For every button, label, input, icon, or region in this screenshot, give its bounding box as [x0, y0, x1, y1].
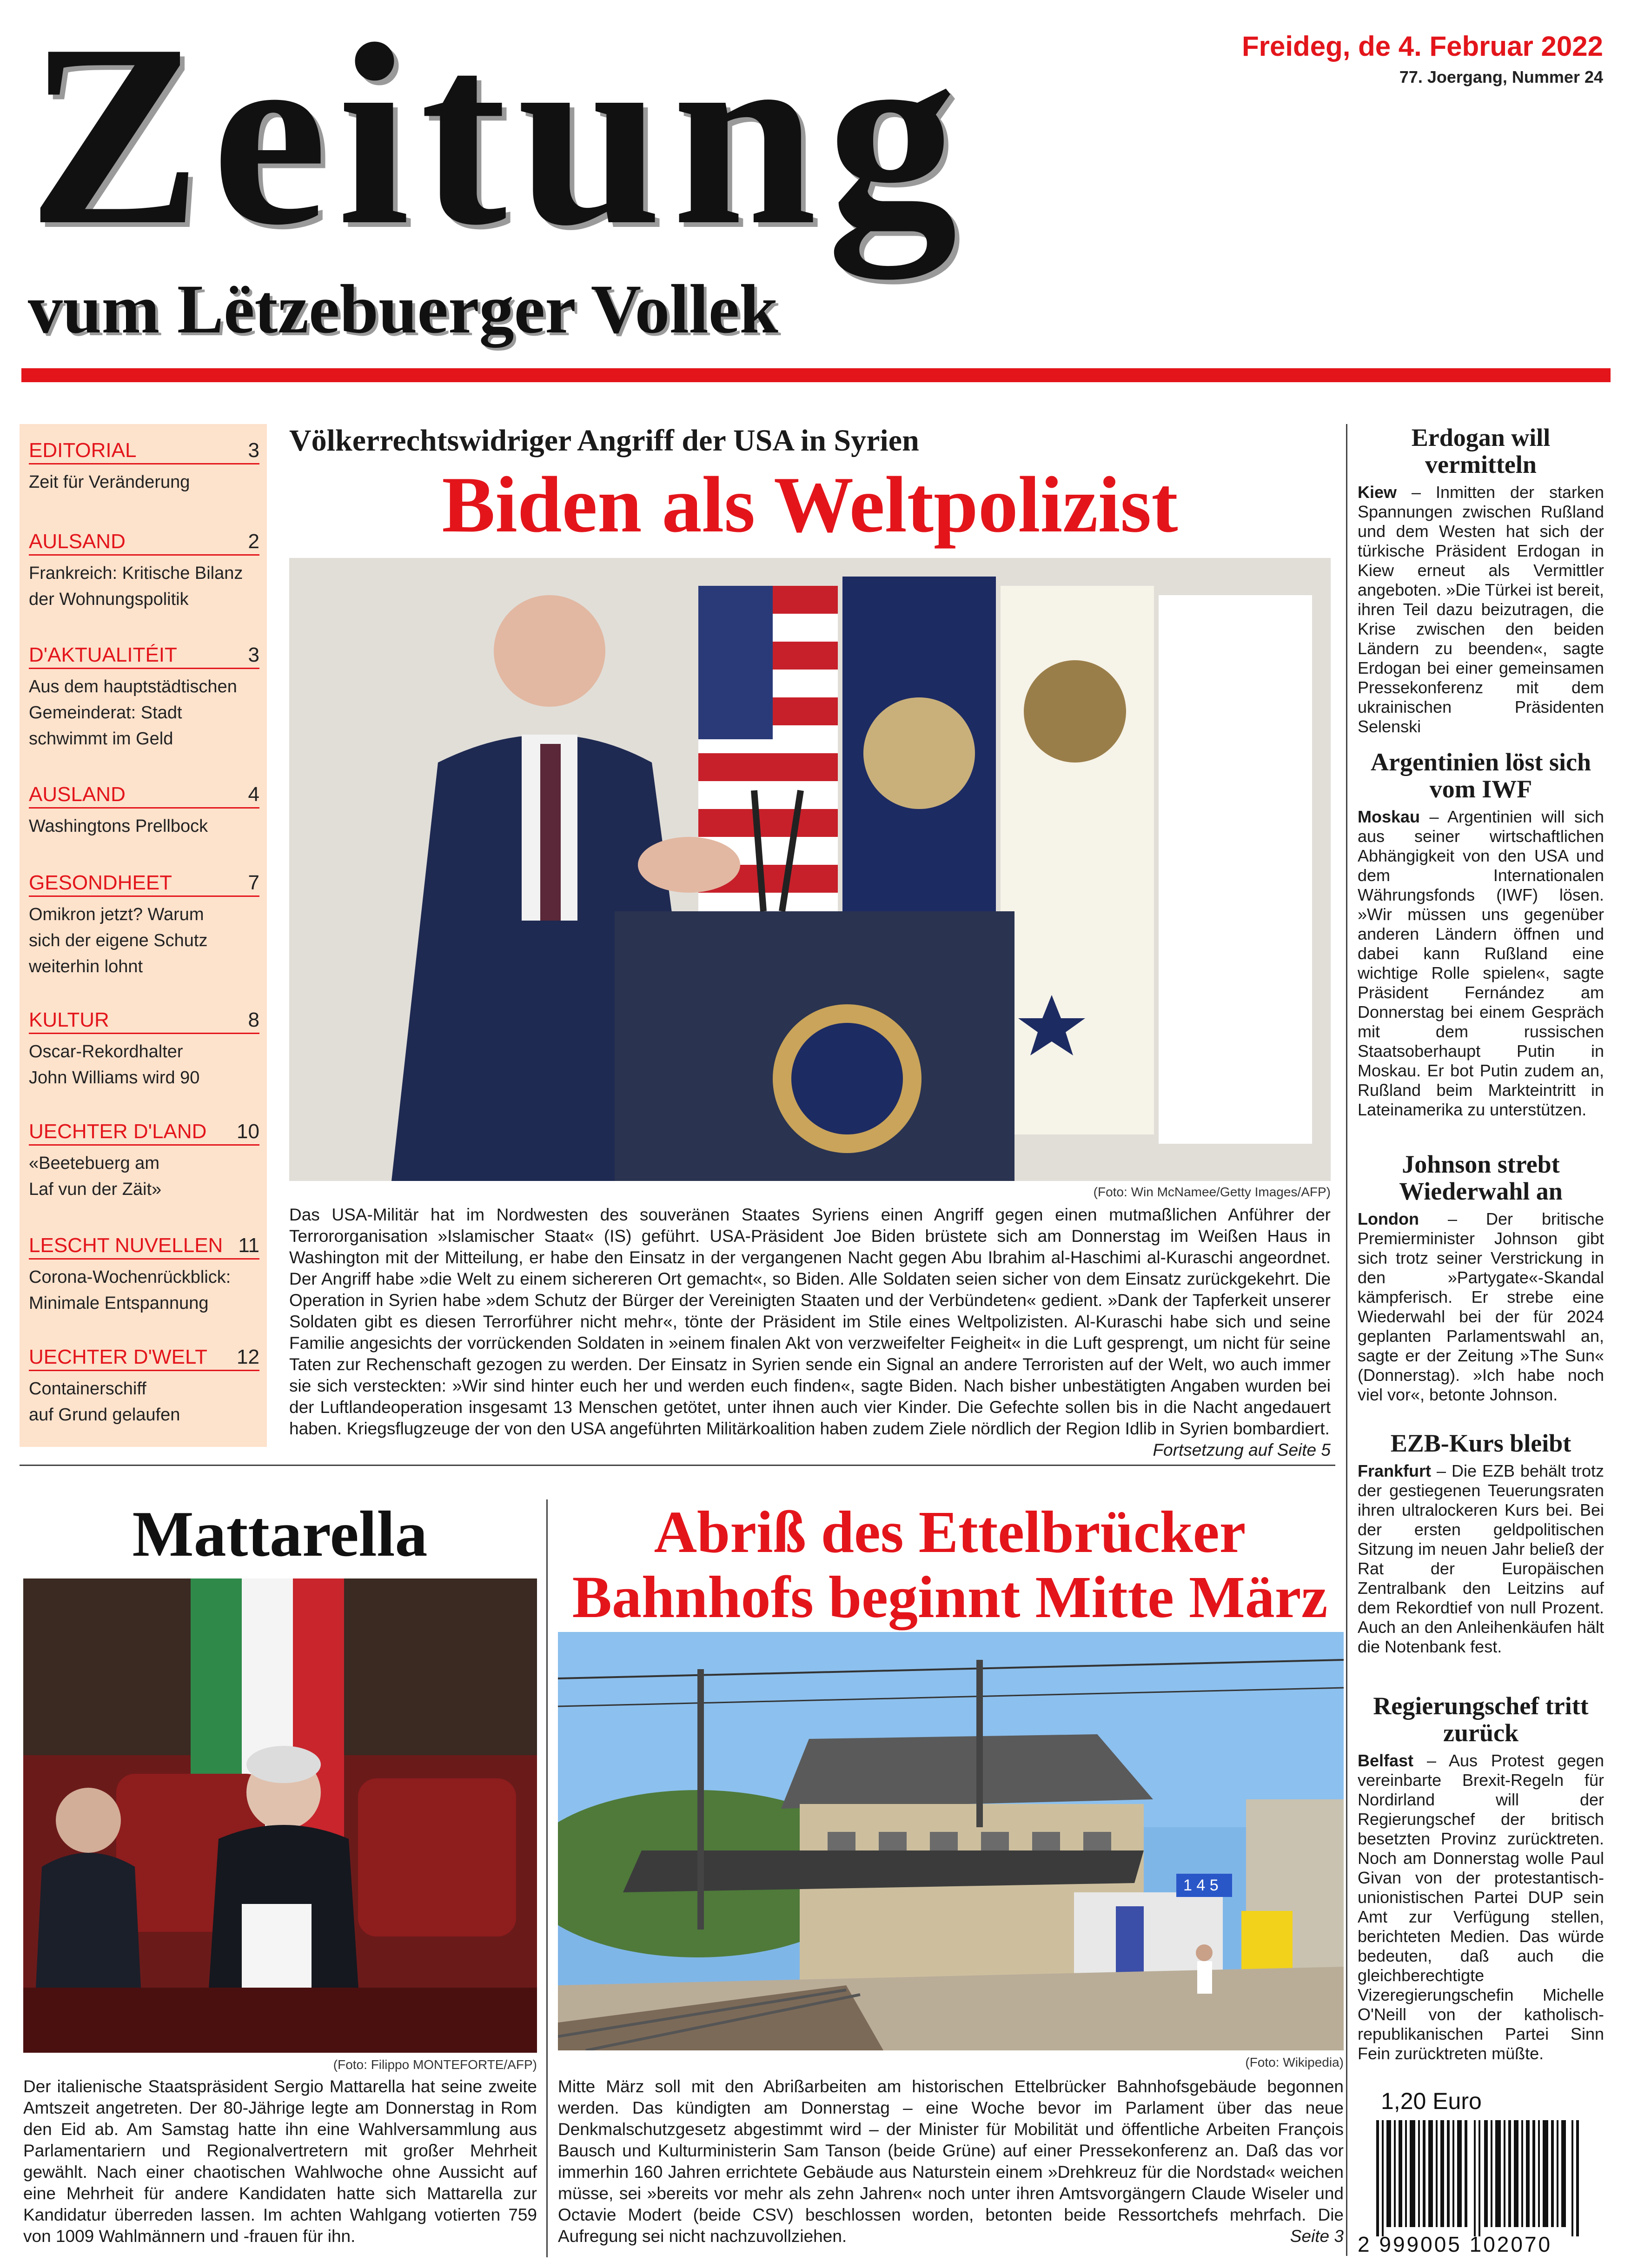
- mattarella-headline[interactable]: Mattarella: [132, 1498, 428, 1570]
- brief-text: – Inmitten der starken Spannungen zwischen Rußland und dem Westen hat sich der türkische Präsident Erdogan in Kiew erneut als Vermittler angeboten. »Die Türkei ist bereit, ihren Teil dazu beizutragen, die Krise zwischen den beiden Ländern zu beenden«, sagte Erdogan bei einer gemeinsamen Pressekonferenz mit dem ukrainischen Präsidenten Selenski: [1358, 483, 1604, 736]
- toc-line: Gemeinderat: Stadt: [29, 703, 182, 723]
- lead-photo: [289, 558, 1331, 1181]
- toc-line: Frankreich: Kritische Bilanz: [29, 564, 243, 583]
- toc-line: auf Grund gelaufen: [29, 1405, 180, 1425]
- mattarella-body: Der italienische Staatspräsident Sergio Mattarella hat seine zweite Amtszeit angetreten. Der 80-Jährige legte am Donnerstag in Rom den Eid ab. Am Samstag hatte ihn eine Wahlversammlung aus Parlamentariern und Regionalvertretern mit großer Mehrheit gewählt. Nach einer chaotischen Wahlwoche ohne Aussicht auf eine Mehrheit für andere Kandidaten hatte sich Mattarella zur Kandidatur überreden lassen. Im achten Wahlgang votierten 759 von 1009 Wahlmännern und -frauen für ihn.: [23, 2077, 537, 2246]
- toc-page: 2: [248, 530, 259, 553]
- section-divider: [20, 1465, 1335, 1466]
- brief-title[interactable]: Johnson strebt Wiederwahl an: [1399, 1150, 1563, 1205]
- ettelbruck-photo-caption: (Foto: Wikipedia): [1245, 2055, 1344, 2069]
- toc-line: Minimale Entspannung: [29, 1293, 209, 1313]
- brief-title[interactable]: Argentinien löst sich vom IWF: [1370, 748, 1591, 803]
- toc-line: sich der eigene Schutz: [29, 931, 208, 950]
- toc-line: John Williams wird 90: [29, 1068, 200, 1088]
- ettelbruck-continued[interactable]: Seite 3: [1290, 2227, 1344, 2246]
- brief-johnson: [1358, 1151, 1604, 1405]
- platform-sign: 1 4 5: [1183, 1877, 1219, 1894]
- toc-page: 11: [238, 1234, 259, 1257]
- mattarella-photo-caption: (Foto: Filippo MONTEFORTE/AFP): [333, 2057, 537, 2072]
- lead-body: [289, 1204, 1331, 1461]
- ettelbruck-headline[interactable]: Abriß des Ettelbrücker Bahnhofs beginnt Mitte März: [572, 1499, 1328, 1630]
- toc-item-editorial[interactable]: [29, 438, 259, 495]
- toc-page: 12: [237, 1346, 259, 1368]
- toc-item-uechter-dland[interactable]: [29, 1119, 259, 1202]
- toc-line: Aus dem hauptstädtischen: [29, 677, 237, 696]
- masthead-rule: [21, 368, 1611, 382]
- toc-line: Corona-Wochenrückblick:: [29, 1267, 231, 1287]
- column-divider: [1346, 424, 1347, 2256]
- barcode-digits: 2 999005 102070: [1358, 2232, 1552, 2256]
- issue-date: Freideg, de 4. Februar 2022: [1242, 31, 1603, 62]
- brief-belfast: [1358, 1692, 1604, 2063]
- toc-section: UECHTER D'LAND: [29, 1120, 207, 1143]
- price: 1,20 Euro: [1381, 2088, 1482, 2114]
- toc-item-lescht-nuvellen[interactable]: [29, 1233, 259, 1316]
- ettelbruck-station-photo: [558, 1632, 1344, 2050]
- brief-place: Belfast: [1358, 1751, 1414, 1770]
- toc-line: schwimmt im Geld: [29, 729, 173, 749]
- toc-page: 3: [248, 439, 259, 462]
- biden-press-photo: [289, 558, 1331, 1181]
- brief-erdogan: [1358, 424, 1604, 736]
- column-divider: [546, 1499, 548, 2257]
- brief-text: – Der britische Premierminister Johnson gibt sich trotz seiner Verstrickung in den »Partygate«-Skandal kämpferisch. Er strebe eine Wiederwahl bei der für 2024 geplanten Parlamentswahl an, sagte er der Zeitung »The Sun« (Donnerstag). »Ich habe noch viel vor«, betonte Johnson.: [1358, 1209, 1604, 1404]
- toc-item-aulsand[interactable]: [29, 529, 259, 612]
- lead-headline[interactable]: Biden als Weltpolizist: [442, 461, 1178, 549]
- lead-body-text: Das USA-Militär hat im Nordwesten des souveränen Staates Syriens einen Angriff gegen einen mutmaßlichen Anführer der Terrororganisation »Islamischer Staat« (IS) geführt. USA-Präsident Joe Biden brüstete sich am Donnerstag im Weißen Haus in Washington mit der Mitteilung, er habe den Einsatz in der vergangenen Nacht gegen Abu Ibrahim al-Haschimi al-Kuraschi angeordnet. Der Angriff habe »die Welt zu einem sichereren Ort gemacht«, so Biden. Alle Soldaten seien sicher von dem Einsatz zurückgekehrt. Die Operation in Syrien habe »dem Schutz der Bürger der Vereinigten Staaten und der Verbündeten« gedient. »Dank der Tapferkeit unserer Soldaten gibt es diesen Terrorführer nicht mehr«, tönte der Präsident im Stile eines Weltpolizisten. Al-Kuraschi habe sich und seine Familie angesichts der vorrückenden Soldaten in »einem finalen Akt von verzweifelter Feigheit« in die Luft gesprengt, um nicht für seine Taten zur Rechenschaft gezogen zu werden. Der Einsatz in Syrien sende ein Signal an andere Terroristen auf der Welt, wo auch immer sie sich versteckten: »Wir sind hinter euch her und werden euch finden«, sagte Biden. Nach bisher unbestätigten Angaben wurden bei der Luftlandeoperation insgesamt 13 Menschen getötet, unter ihnen auch vier Kinder. Die Gefechte sollen bis in die Nacht angedauert haben. Kriegsflugzeuge der von den USA angeführten Militärkoalition haben zudem Ziele nördlich der Region Idlib in Syrien bombardiert.: [289, 1205, 1331, 1438]
- ettelbruck-photo: [558, 1632, 1344, 2050]
- table-of-contents: [20, 424, 267, 1447]
- toc-line: Oscar-Rekordhalter: [29, 1042, 183, 1061]
- toc-page: 4: [248, 783, 259, 806]
- toc-page: 10: [237, 1120, 259, 1143]
- brief-ezb: [1358, 1430, 1604, 1657]
- toc-line: «Beetebuerg am: [29, 1154, 159, 1173]
- brief-place: London: [1358, 1209, 1419, 1228]
- toc-section: LESCHT NUVELLEN: [29, 1234, 223, 1257]
- brief-title[interactable]: EZB-Kurs bleibt: [1390, 1429, 1571, 1457]
- toc-section: UECHTER D'WELT: [29, 1346, 208, 1368]
- toc-item-uechter-dwelt[interactable]: [29, 1345, 259, 1428]
- mattarella-photo: [23, 1578, 537, 2053]
- brief-place: Moskau: [1358, 807, 1420, 826]
- toc-line: Zeit für Veränderung: [29, 472, 190, 492]
- brief-text: – Die EZB behält trotz der gestiegenen Teuerungsraten ihren ultralockeren Kurs bei. Bei der ersten geldpolitischen Sitzung im neuen Jahr beließ der Rat der Europäischen Zentralbank den Leitzins auf dem Rekordtief von null Prozent. Auch an den Anleihenkäufen hält die Notenbank fest.: [1358, 1461, 1604, 1656]
- ettelbruck-body: [558, 2076, 1344, 2247]
- toc-section: GESONDHEET: [29, 871, 172, 894]
- toc-item-ausland[interactable]: [29, 782, 259, 839]
- toc-line: der Wohnungspolitik: [29, 590, 189, 609]
- brief-place: Frankfurt: [1358, 1461, 1432, 1480]
- toc-page: 3: [248, 643, 259, 666]
- brief-title[interactable]: Erdogan will vermitteln: [1411, 424, 1551, 478]
- toc-line: Laf vun der Zäit»: [29, 1180, 162, 1199]
- brief-argentinien: [1358, 749, 1604, 1120]
- ettelbruck-body-text: Mitte März soll mit den Abrißarbeiten am historischen Ettelbrücker Bahnhofsgebäude begonnen werden. Das kündigten am Donnerstag – eine Woche bevor im Parlament über das neue Denkmalschutzgesetz abgestimmt wird – der Minister für Mobilität und öffentliche Arbeiten François Bausch und Kulturministerin Sam Tanson (beide Grüne) auf einer Pressekonferenz an. Daß das vor immerhin 160 Jahren errichtete Gebäude aus Naturstein einem »Drehkreuz für die Nordstad« weichen müsse, sei »bereits vor mehr als zehn Jahren« noch unter ihren Amtsvorgängern Claude Wiseler und Octavie Modert (beide CSV) beschlossen worden, betonten beide Ressortchefs mehrfach. Die Aufregung sei nicht nachzuvollziehen.: [558, 2077, 1344, 2246]
- toc-line: weiterhin lohnt: [29, 957, 143, 976]
- toc-line: Omikron jetzt? Warum: [29, 905, 204, 924]
- toc-section: AULSAND: [29, 530, 126, 553]
- toc-item-aktualiteit[interactable]: [29, 643, 259, 752]
- mattarella-swearing-in-photo: [23, 1578, 537, 2053]
- brief-place: Kiew: [1358, 483, 1397, 502]
- toc-section: KULTUR: [29, 1008, 109, 1031]
- toc-line: Containerschiff: [29, 1379, 146, 1399]
- masthead-subtitle: vum Lëtzebuerger Vollek: [28, 271, 778, 348]
- brief-text: – Aus Protest gegen vereinbarte Brexit-Regeln für Nordirland will der Regierungschef der britisch besetzten Provinz zurücktreten. Noch am Donnerstag wolle Paul Givan von der protestantisch-unionistischen Partei DUP sein Amt zur Verfügung stellen, berichteten Medien. Das würde bedeuten, daß auch die gleichberechtigte Vizeregierungschefin Michelle O'Neill von der katholisch-republikanischen Partei Sinn Fein zurücktreten müßte.: [1358, 1751, 1604, 2063]
- brief-title[interactable]: Regierungschef tritt zurück: [1373, 1692, 1589, 1747]
- toc-section: AUSLAND: [29, 783, 126, 806]
- brief-text: – Argentinien will sich aus seiner wirtschaftlichen Abhängigkeit von den USA und dem Internationalen Währungsfonds (IWF) lösen. »Wir müssen uns gegenüber anderen Ländern öffnen und dabei kann Rußland eine wichtige Rolle spielen«, sagte Präsident Fernández am Donnerstag bei einem Gespräch mit dem russischen Staatsoberhaupt Putin in Moskau. Er bot Putin zudem an, Rußland beim Markteintritt in Lateinamerika zu unterstützen.: [1358, 807, 1604, 1119]
- lead-photo-caption: (Foto: Win McNamee/Getty Images/AFP): [1093, 1185, 1331, 1199]
- toc-page: 7: [248, 871, 259, 894]
- toc-section: D'AKTUALITÉIT: [29, 643, 177, 666]
- toc-page: 8: [248, 1008, 259, 1031]
- toc-line: Washingtons Prellbock: [29, 816, 208, 836]
- lead-kicker: Völkerrechtswidriger Angriff der USA in Syrien: [289, 424, 919, 458]
- masthead-title: Zeitung: [28, 0, 968, 279]
- lead-continued[interactable]: Fortsetzung auf Seite 5: [1153, 1440, 1331, 1459]
- issue-number: 77. Joergang, Nummer 24: [1399, 67, 1603, 86]
- barcode-icon: [1358, 2120, 1604, 2236]
- toc-item-gesondheet[interactable]: [29, 870, 259, 980]
- toc-section: EDITORIAL: [29, 439, 137, 462]
- toc-item-kultur[interactable]: [29, 1008, 259, 1091]
